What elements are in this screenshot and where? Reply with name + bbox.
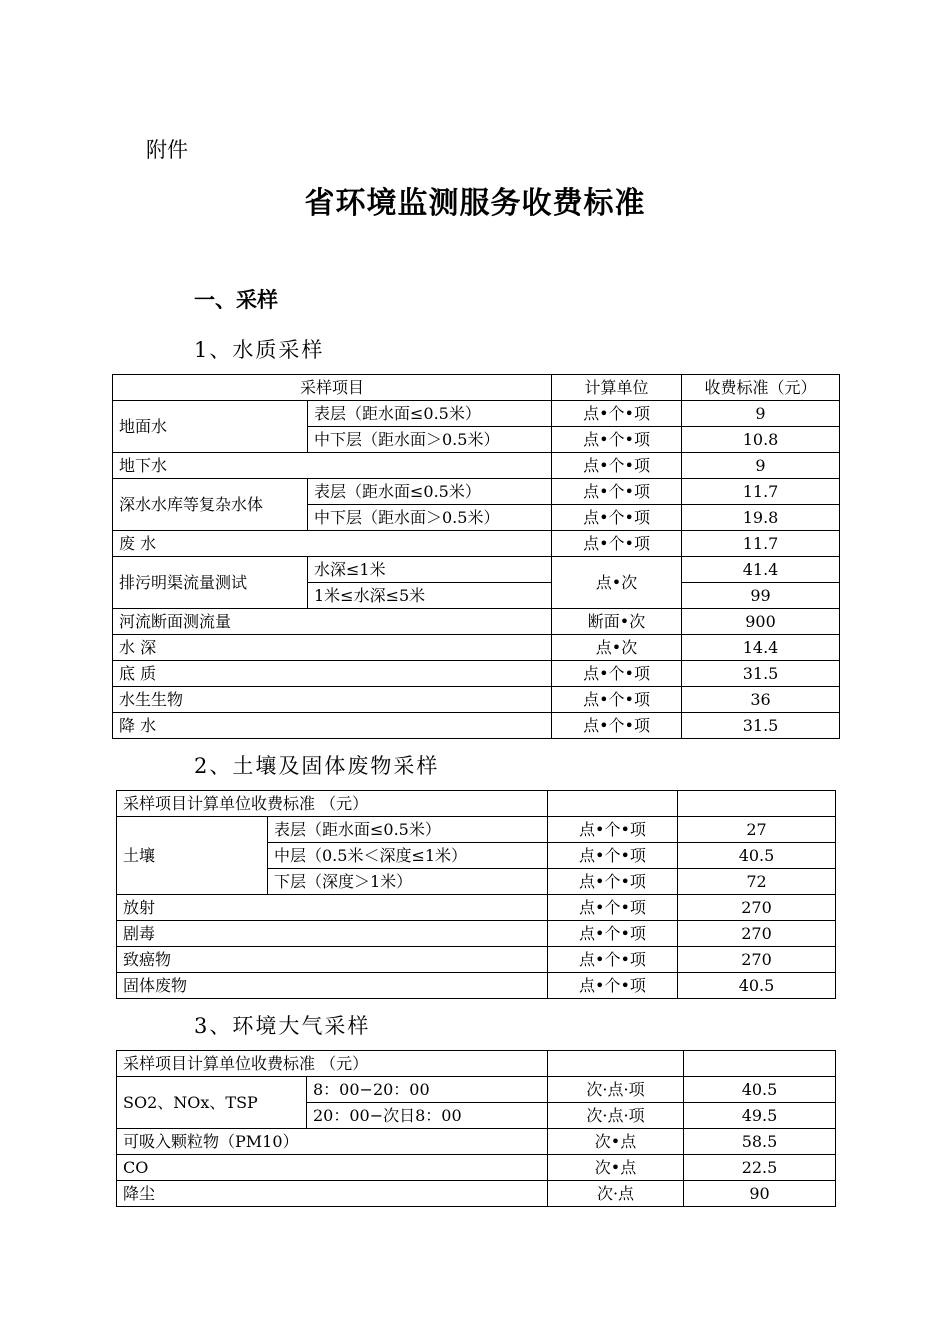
row-unit: 次•点 <box>548 1155 684 1181</box>
row-label: SO2、NOx、TSP <box>117 1077 307 1129</box>
row-sublabel: 表层（距水面≤0.5米） <box>268 817 548 843</box>
table-row <box>113 531 840 557</box>
row-fee: 10.8 <box>682 427 840 453</box>
row-label: 水 深 <box>113 635 552 661</box>
table-row <box>113 661 840 687</box>
subheading-water-sampling: 1、水质采样 <box>194 338 325 362</box>
row-unit: 点•个•项 <box>552 661 682 687</box>
header-item: 采样项目 <box>113 375 552 401</box>
row-sublabel: 表层（距水面≤0.5米） <box>308 479 552 505</box>
row-unit: 次·点·项 <box>548 1103 684 1129</box>
table-row <box>117 1077 836 1103</box>
row-unit: 次·点 <box>548 1181 684 1207</box>
row-fee: 270 <box>678 895 836 921</box>
row-sublabel: 表层（距水面≤0.5米） <box>308 401 552 427</box>
row-unit: 点•个•项 <box>552 453 682 479</box>
row-label: 剧毒 <box>117 921 548 947</box>
table-row <box>117 947 836 973</box>
section-heading-sampling: 一、采样 <box>194 287 278 312</box>
table-header-row <box>113 375 840 401</box>
table-row <box>117 895 836 921</box>
header-empty-cell <box>678 791 836 817</box>
row-label: 地下水 <box>113 453 552 479</box>
row-fee: 40.5 <box>678 973 836 999</box>
header-unit: 计算单位 <box>552 375 682 401</box>
header-combined: 采样项目计算单位收费标准 （元） <box>117 1051 548 1077</box>
table-row <box>117 973 836 999</box>
row-unit: 点•个•项 <box>552 505 682 531</box>
table-row <box>117 817 836 843</box>
row-fee: 19.8 <box>682 505 840 531</box>
table-row <box>113 453 840 479</box>
row-label: 底 质 <box>113 661 552 687</box>
row-label: 致癌物 <box>117 947 548 973</box>
table-row <box>117 1181 836 1207</box>
document-title: 省环境监测服务收费标准 <box>304 186 646 221</box>
attachment-label: 附件 <box>146 138 188 162</box>
row-fee: 9 <box>682 401 840 427</box>
row-fee: 40.5 <box>684 1077 836 1103</box>
row-unit: 点•个•项 <box>548 843 678 869</box>
row-unit: 点•个•项 <box>548 973 678 999</box>
row-label: 废 水 <box>113 531 552 557</box>
row-fee: 31.5 <box>682 661 840 687</box>
row-unit: 点•个•项 <box>552 401 682 427</box>
row-label: 深水水库等复杂水体 <box>113 479 308 531</box>
row-label: CO <box>117 1155 548 1181</box>
table-header-row <box>117 791 836 817</box>
table-row <box>117 1155 836 1181</box>
air-sampling-table <box>116 1050 836 1207</box>
row-fee: 58.5 <box>684 1129 836 1155</box>
row-fee: 90 <box>684 1181 836 1207</box>
row-unit: 点•个•项 <box>552 531 682 557</box>
row-unit: 点•个•项 <box>552 427 682 453</box>
soil-sampling-table <box>116 790 836 999</box>
table-row <box>113 479 840 505</box>
row-fee: 270 <box>678 921 836 947</box>
row-fee: 900 <box>682 609 840 635</box>
row-unit: 点•个•项 <box>548 817 678 843</box>
row-sublabel: 20：00−次日8：00 <box>307 1103 548 1129</box>
row-unit: 次·点·项 <box>548 1077 684 1103</box>
row-fee: 22.5 <box>684 1155 836 1181</box>
header-empty-cell <box>548 1051 684 1077</box>
row-label: 可吸入颗粒物（PM10） <box>117 1129 548 1155</box>
row-label: 放射 <box>117 895 548 921</box>
row-fee: 36 <box>682 687 840 713</box>
row-fee: 41.4 <box>682 557 840 583</box>
row-unit: 点•个•项 <box>548 895 678 921</box>
table-row <box>113 557 840 583</box>
row-label: 土壤 <box>117 817 268 895</box>
table-header-row <box>117 1051 836 1077</box>
table-row <box>113 401 840 427</box>
subheading-soil-sampling: 2、土壤及固体废物采样 <box>194 754 440 778</box>
row-fee: 49.5 <box>684 1103 836 1129</box>
row-label: 降 水 <box>113 713 552 739</box>
row-unit: 点•个•项 <box>548 869 678 895</box>
table-row <box>117 921 836 947</box>
row-fee: 99 <box>682 583 840 609</box>
row-label: 地面水 <box>113 401 308 453</box>
subheading-air-sampling: 3、环境大气采样 <box>194 1014 371 1038</box>
row-fee: 9 <box>682 453 840 479</box>
row-fee: 11.7 <box>682 531 840 557</box>
header-empty-cell <box>684 1051 836 1077</box>
row-unit: 点•个•项 <box>548 947 678 973</box>
header-combined: 采样项目计算单位收费标准 （元） <box>117 791 548 817</box>
row-fee: 11.7 <box>682 479 840 505</box>
row-unit: 点•次 <box>552 635 682 661</box>
table-row <box>113 609 840 635</box>
row-fee: 72 <box>678 869 836 895</box>
row-fee: 27 <box>678 817 836 843</box>
row-sublabel: 中下层（距水面＞0.5米） <box>308 427 552 453</box>
table-row <box>113 687 840 713</box>
row-sublabel: 中下层（距水面＞0.5米） <box>308 505 552 531</box>
row-fee: 270 <box>678 947 836 973</box>
row-fee: 31.5 <box>682 713 840 739</box>
row-label: 水生生物 <box>113 687 552 713</box>
table-row <box>117 1129 836 1155</box>
row-sublabel: 中层（0.5米＜深度≤1米） <box>268 843 548 869</box>
table-row <box>113 635 840 661</box>
header-fee: 收费标准（元） <box>682 375 840 401</box>
row-unit: 点•个•项 <box>552 713 682 739</box>
row-sublabel: 水深≤1米 <box>308 557 552 583</box>
header-empty-cell <box>548 791 678 817</box>
row-label: 河流断面测流量 <box>113 609 552 635</box>
water-sampling-table <box>112 374 840 739</box>
row-fee: 14.4 <box>682 635 840 661</box>
row-unit: 点•个•项 <box>548 921 678 947</box>
row-unit: 点•次 <box>552 557 682 609</box>
row-fee: 40.5 <box>678 843 836 869</box>
row-label: 排污明渠流量测试 <box>113 557 308 609</box>
row-unit: 断面•次 <box>552 609 682 635</box>
row-sublabel: 8：00−20：00 <box>307 1077 548 1103</box>
row-sublabel: 1米≤水深≤5米 <box>308 583 552 609</box>
table-row <box>113 713 840 739</box>
row-unit: 次•点 <box>548 1129 684 1155</box>
row-label: 固体废物 <box>117 973 548 999</box>
row-unit: 点•个•项 <box>552 479 682 505</box>
row-label: 降尘 <box>117 1181 548 1207</box>
row-unit: 点•个•项 <box>552 687 682 713</box>
row-sublabel: 下层（深度＞1米） <box>268 869 548 895</box>
